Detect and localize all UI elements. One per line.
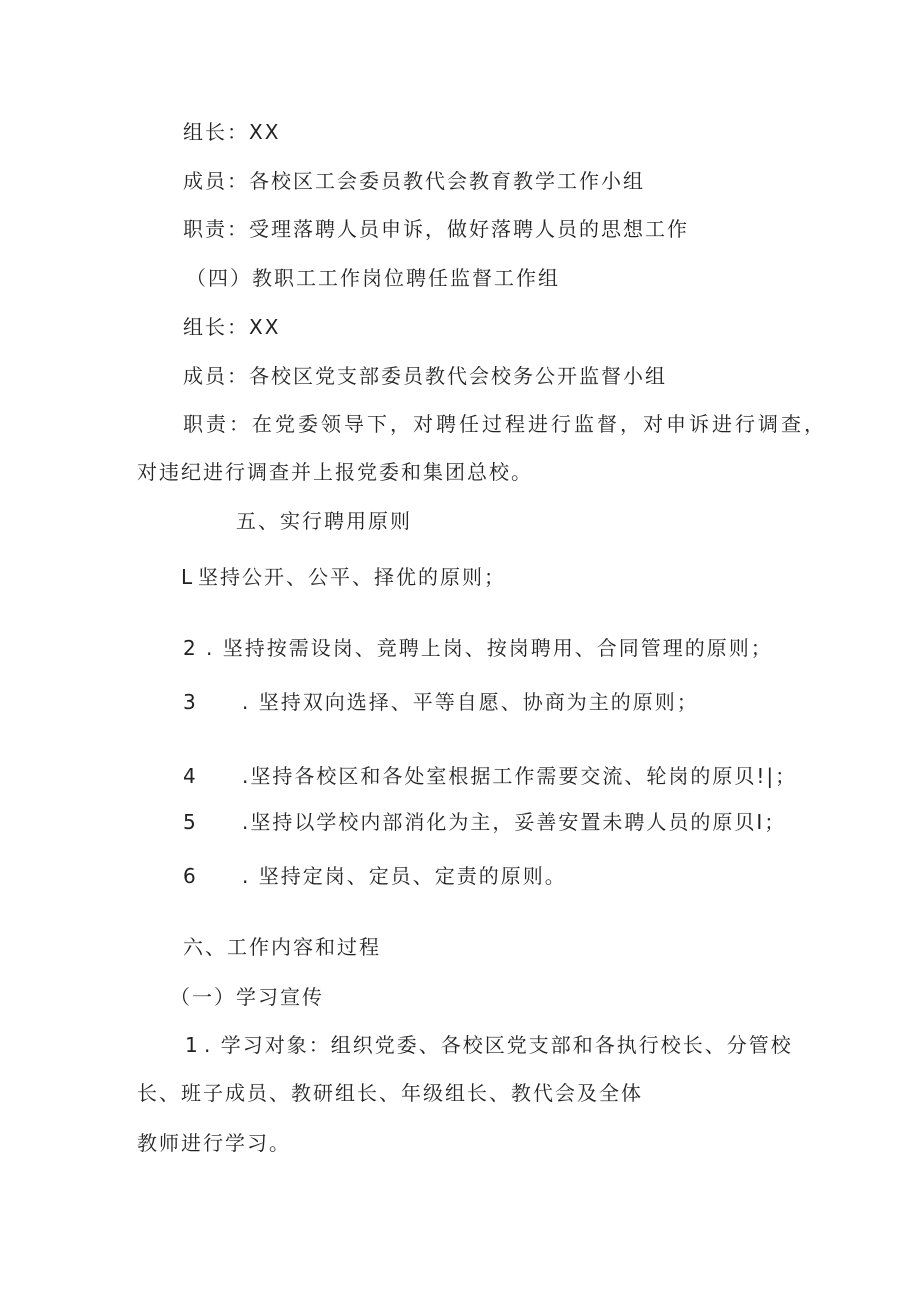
group4-members: 成员：各校区党支部委员教代会校务公开监督小组 (183, 364, 667, 388)
list-item-number: 1 (185, 1033, 198, 1057)
list-item-number: 3 (183, 690, 196, 714)
group4-heading: （四）教职工工作岗位聘任监督工作组 (186, 266, 560, 290)
section6-item1-line2: 长、班子成员、教研组长、年级组长、教代会及全体 (137, 1081, 643, 1105)
list-item-text: . 坚持双向选择、平等自愿、协商为主的原则； (242, 690, 699, 714)
group3-duty: 职责：受理落聘人员申诉，做好落聘人员的思想工作 (183, 217, 689, 241)
list-item-number: L (181, 565, 193, 589)
list-item-number: 2 (183, 636, 196, 660)
list-item-number: 5 (183, 810, 196, 834)
section6-item1-line1: . 学习对象：组织党委、各校区党支部和各执行校长、分管校 (204, 1033, 793, 1057)
group4-leader: 组长：XX (183, 315, 281, 339)
group4-duty-line2: 对违纪进行调查并上报党委和集团总校。 (137, 460, 533, 484)
list-item-text: .坚持以学校内部消化为主，妥善安置未聘人员的原贝I； (242, 810, 787, 834)
group3-leader: 组长：XX (183, 120, 281, 144)
list-item-number: 6 (183, 864, 196, 888)
list-item-text: . 坚持定岗、定员、定责的原则。 (242, 864, 567, 888)
section6-item1-line3: 教师进行学习。 (137, 1131, 291, 1155)
group4-duty-line1: 职责：在党委领导下，对聘任过程进行监督，对申诉进行调查， (183, 412, 827, 436)
group3-members: 成员：各校区工会委员教代会教育教学工作小组 (183, 169, 645, 193)
section6-heading: 六、工作内容和过程 (183, 935, 381, 959)
list-item-text: . 坚持按需设岗、竞聘上岗、按岗聘用、合同管理的原则； (206, 636, 773, 660)
list-item-text: .坚持各校区和各处室根据工作需要交流、轮岗的原贝!|； (242, 764, 798, 788)
section6-sub1: （一）学习宣传 (170, 985, 324, 1009)
list-item-number: 4 (183, 764, 196, 788)
list-item-text: 坚持公开、公平、择优的原则； (198, 565, 506, 589)
section5-heading: 五、实行聘用原则 (236, 509, 412, 533)
